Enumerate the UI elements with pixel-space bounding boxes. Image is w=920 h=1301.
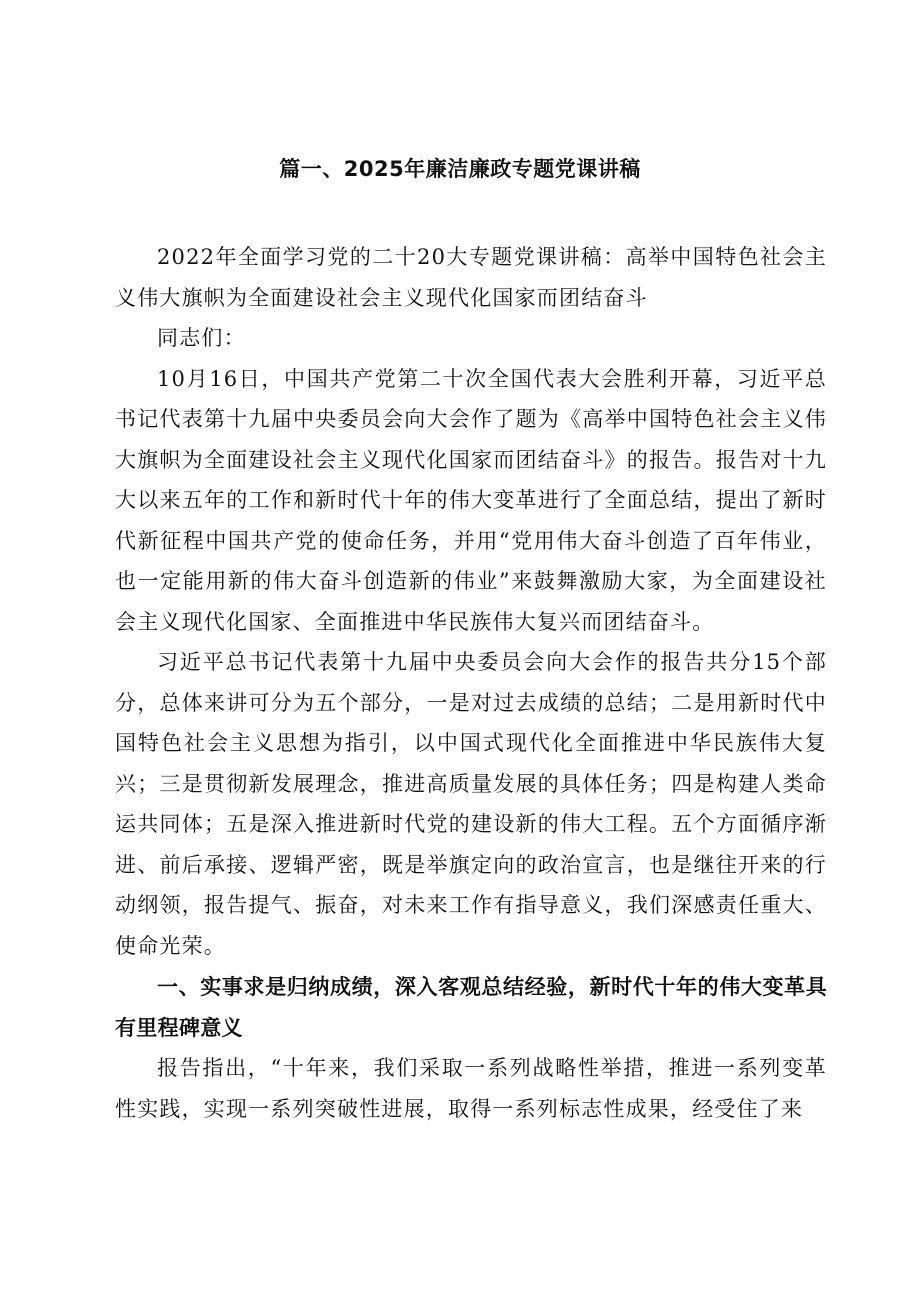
document-body: [115, 237, 827, 1129]
paragraph-subject: 2022年全面学习党的二十20大专题党课讲稿：高举中国特色社会主义伟大旗帜为全面建设社会主义现代化国家而团结奋斗: [115, 245, 827, 310]
paragraph-closing: 报告指出，“十年来，我们采取一系列战略性举措，推进一系列变革性实践，实现一系列突破性进展，取得一系列标志性成果，经受住了来: [115, 1056, 827, 1121]
document-title: 篇一、2025年廉洁廉政专题党课讲稿: [279, 157, 641, 181]
section-heading: 一、实事求是归纳成绩，深入客观总结经验，新时代十年的伟大变革具有里程碑意义: [115, 975, 827, 1040]
paragraph-report-structure: 习近平总书记代表第十九届中央委员会向大会作的报告共分15个部分，总体来讲可分为五个部分，一是对过去成绩的总结；二是用新时代中国特色社会主义思想为指引，以中国式现代化全面推进中华民族伟大复兴；三是贯彻新发展理念，推进高质量发展的具体任务；四是构建人类命运共同体；五是深入推进新时代党的建设新的伟大工程。五个方面循序渐进、前后承接、逻辑严密，既是举旗定向的政治宣言，也是继往开来的行动纲领，报告提气、振奋，对未来工作有指导意义，我们深感责任重大、使命光荣。: [115, 650, 827, 958]
paragraph-opening: 10月16日，中国共产党第二十次全国代表大会胜利开幕，习近平总书记代表第十九届中央委员会向大会作了题为《高举中国特色社会主义伟大旗帜为全面建设社会主义现代化国家而团结奋斗》的报告。报告对十九大以来五年的工作和新时代十年的伟大变革进行了全面总结，提出了新时代新征程中国共产党的使命任务，并用“党用伟大奋斗创造了百年伟业，也一定能用新的伟大奋斗创造新的伟业”来鼓舞激励大家，为全面建设社会主义现代化国家、全面推进中华民族伟大复兴而团结奋斗。: [115, 366, 827, 634]
paragraph-salutation: 同志们：: [157, 326, 246, 350]
